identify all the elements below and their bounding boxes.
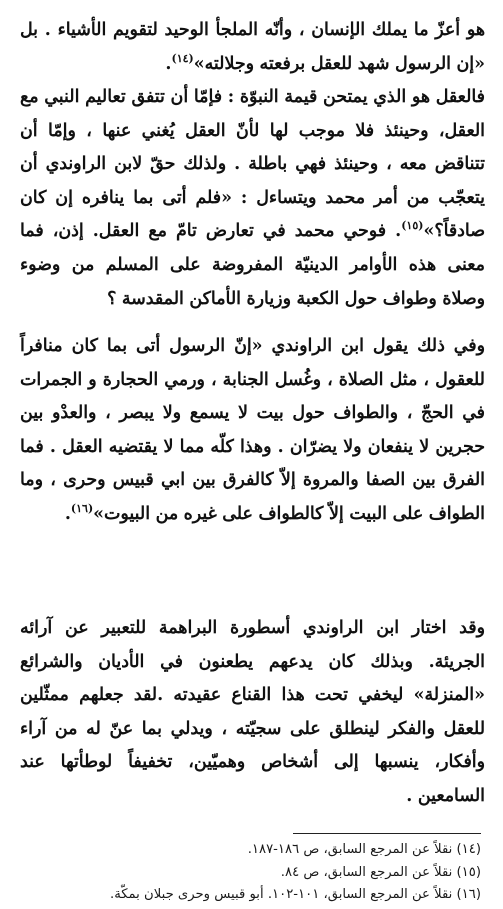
footnote-16: (١٦) نقلاً عن المرجع السابق، ١٠١-١٠٢. أبو قبيس وحرى جبلان بمكّة. [110,887,481,902]
paragraph-3 [20,330,485,532]
paragraph-3-tail: . [64,503,71,524]
footnote-14: (١٤) نقلاً عن المرجع السابق، ص ١٨٦-١٨٧. [247,842,481,857]
paragraph-2-text: فالعقل هو الذي يمتحن قيمة النبوّة : فإمّا أن تتفق تعاليم النبي مع العقل، وحينئذ فلا موجب لها لأنّ العقل يُغني عنها ، وإمّا أن تتناقض معه ، وحينئذ فهي باطلة . ولذلك حقّ لابن الراوندي أن يتعجّب من أمر محمد ويتساءل : «فلم أتى بما ينافره إن كان صادقاً؟» [20,87,485,242]
paragraph-1-tail: . [165,53,172,74]
paragraph-1 [20,14,485,81]
paragraph-3-text: وفي ذلك يقول ابن الراوندي «إنّ الرسول أتى بما كان منافراً للعقول ، مثل الصلاة ، وغُسل الجنابة ، ورمي الحجارة و الجمرات في الحجّ ، والطواف حول بيت لا يسمع ولا يبصر ، والعدْو بين حجرين لا ينفعان ولا يضرّان . وهذا كلّه مما لا يقتضيه العقل . فما الفرق بين الصفا والمروة إلاّ كالفرق بين ابي قبيس وحرى ، وما الطواف على البيت إلاّ كالطواف على غيره من البيوت» [20,336,485,524]
paragraph-4 [20,612,485,814]
footnotes-list [20,839,481,907]
footnote-ref-15: (١٥) [401,219,424,233]
paragraph-2-tail: . فوحي محمد في تعارض تامّ مع العقل. إذن، فما معنى هذه الأوامر الدينيّة المفروضة على المسلم من وضوء وصلاة وطواف حول الكعبة وزيارة الأماكن المقدسة ؟ [20,221,485,309]
footnote-15: (١٥) نقلاً عن المرجع السابق، ص ٨٤. [280,864,481,880]
footnote-divider [293,833,481,834]
footnote-ref-16: (١٦) [70,502,94,516]
paragraph-1-text: هو أعزّ ما يملك الإنسان ، وأنّه الملجأ الوحيد لتقويم الأشياء . بل «إن الرسول شهد للعقل برفعته وجلالته» [20,20,485,74]
paragraph-4-text: وقد اختار ابن الراوندي أسطورة البراهمة للتعبير عن آرائه الجريئة. وبذلك كان يدعهم يطعنون في الأديان والشرائع «المنزلة» ليخفي تحت هذا القناع عقيدته .لقد جعلهم ممثّلين للعقل والفكر لينطلق على سجيّته ، ويدلي بما عنّ له من آراء وأفكار، ينسبها إلى أشخاص وهميّين، تخفيفاً لوطأتها عند السامعين . [20,618,485,806]
paragraph-2 [20,81,485,316]
footnote-ref-14: (١٤) [171,51,194,65]
